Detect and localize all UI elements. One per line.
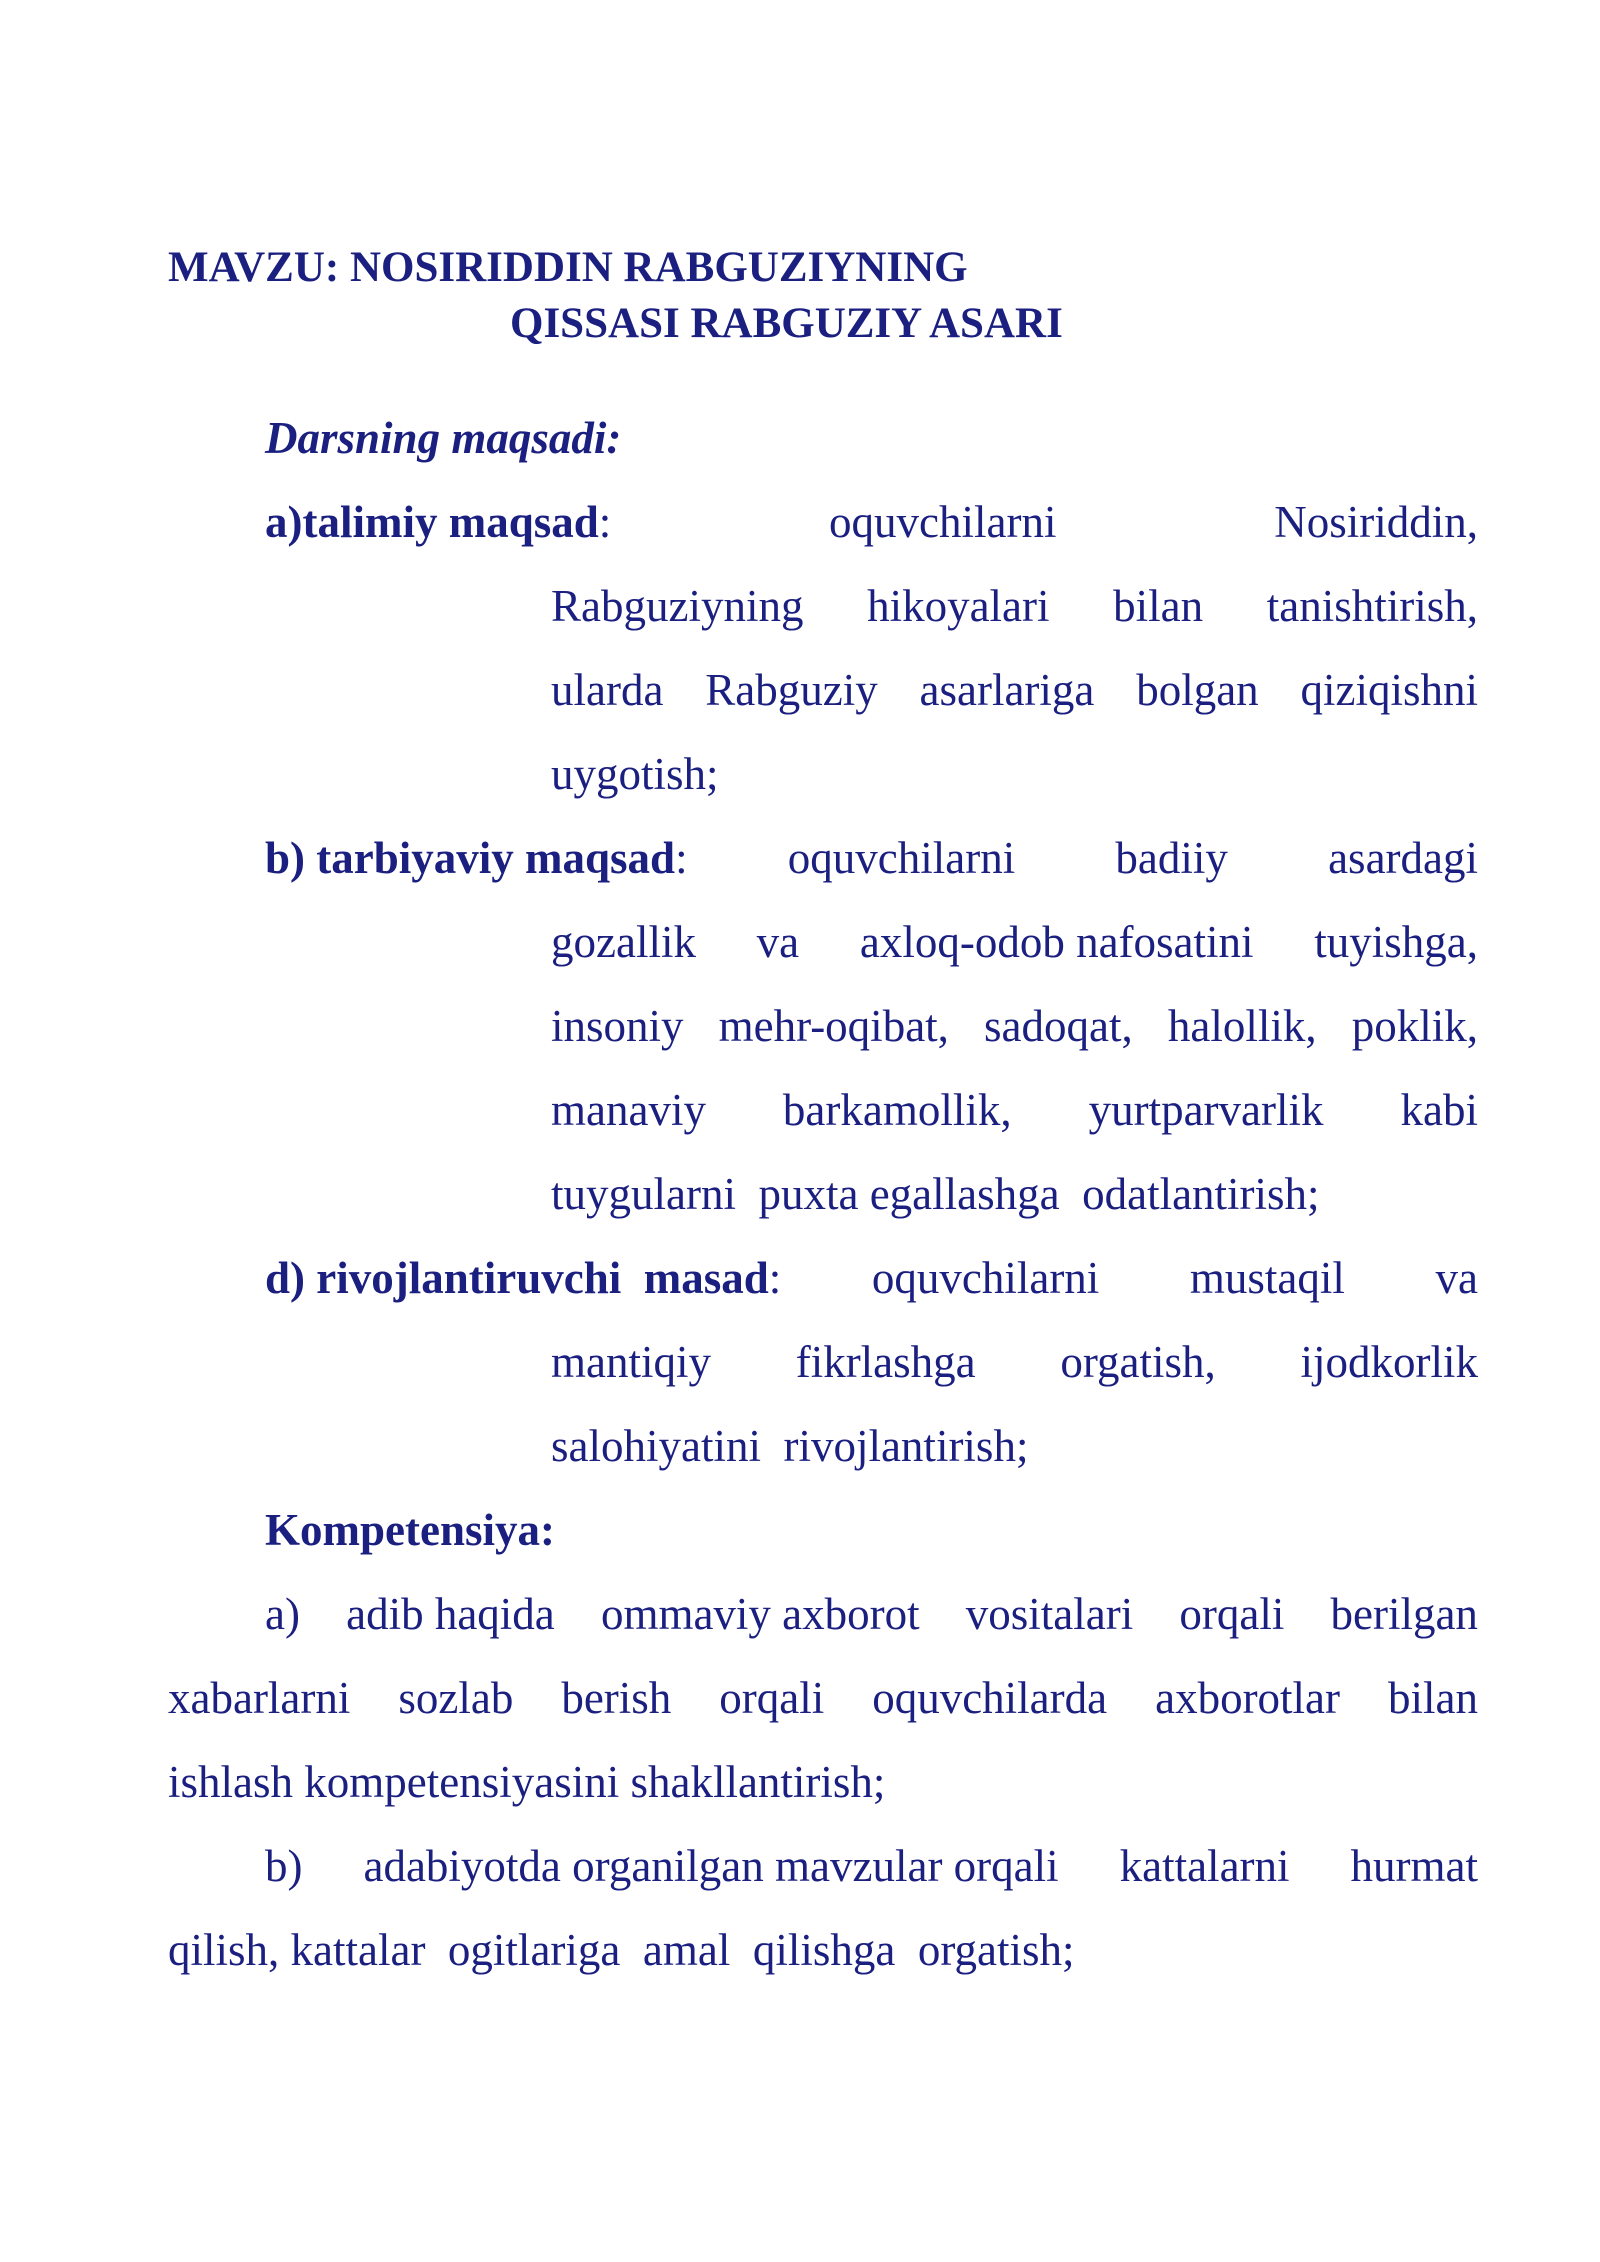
goal-a-label: a)talimiy maqsad (265, 497, 599, 547)
word: xabarlarni (168, 1673, 351, 1723)
goal-a-line (551, 576, 1478, 636)
competence-b-line-2: qilish, kattalar ogitlariga amal qilishga orgatish; (168, 1925, 1075, 1975)
goal-d-word: oquvchilarni (871, 1253, 1100, 1303)
word: sadoqat, (984, 1001, 1133, 1051)
competence-a-line-2 (168, 1668, 1478, 1728)
word: asarlariga (919, 665, 1095, 715)
goal-b-last-line: tuygularni puxta egallashga odatlantirish; (551, 1169, 1320, 1219)
word: tuyishga, (1314, 917, 1478, 967)
word: poklik, (1351, 1001, 1478, 1051)
word: kabi (1400, 1085, 1478, 1135)
word: ularda (551, 665, 664, 715)
word: mantiqiy (551, 1337, 711, 1387)
word: hikoyalari (867, 581, 1050, 631)
goal-b-first-line (265, 828, 1478, 888)
word: insoniy (551, 1001, 684, 1051)
goal-a-label-group (265, 492, 611, 552)
word: ijodkorlik (1300, 1337, 1478, 1387)
goal-b-label-group (265, 828, 688, 888)
word: orgatish, (1060, 1337, 1216, 1387)
word: axborotlar (1155, 1673, 1341, 1723)
word: bilan (1387, 1673, 1478, 1723)
word: qiziqishni (1300, 665, 1478, 715)
word: berish (561, 1673, 672, 1723)
goal-d-label-group (265, 1248, 781, 1308)
goal-b-word: badiiy (1115, 833, 1228, 883)
goal-b-line (551, 996, 1478, 1056)
goal-b-label: b) tarbiyaviy maqsad (265, 833, 676, 883)
page-title-line-1: MAVZU: NOSIRIDDIN RABGUZIYNING (168, 244, 968, 291)
word: halollik, (1167, 1001, 1317, 1051)
goal-b-word: oquvchilarni (787, 833, 1016, 883)
page-title-line-2: QISSASI RABGUZIY ASARI (510, 300, 1063, 347)
word: orqali (1179, 1589, 1285, 1639)
word: Rabguziy (705, 665, 878, 715)
goal-d-line (551, 1332, 1478, 1392)
word: adib haqida (346, 1589, 555, 1639)
competence-b-line-1 (265, 1836, 1478, 1896)
word: axloq-odob nafosatini (859, 917, 1254, 967)
word: ommaviy axborot (600, 1589, 920, 1639)
goal-a-line (551, 660, 1478, 720)
goal-b-word: asardagi (1328, 833, 1478, 883)
word: gozallik (551, 917, 696, 967)
word: adabiyotda organilgan mavzular orqali (363, 1841, 1059, 1891)
goals-heading: Darsning maqsadi: (265, 413, 622, 463)
goal-a-word: oquvchilarni (829, 497, 1057, 547)
goal-b-line (551, 912, 1478, 972)
word: kattalarni (1119, 1841, 1290, 1891)
word: a) (265, 1589, 300, 1639)
word: vositalari (965, 1589, 1134, 1639)
goal-d-first-line (265, 1248, 1478, 1308)
goal-a-word: Nosiriddin, (1274, 497, 1478, 547)
goal-a-last-line: uygotish; (551, 749, 719, 799)
competence-heading: Kompetensiya: (265, 1505, 555, 1555)
goal-d-label: d) rivojlantiruvchi masad (265, 1253, 769, 1303)
word: va (756, 917, 800, 967)
goal-b-colon: : (675, 833, 688, 883)
word: sozlab (398, 1673, 514, 1723)
goal-a-first-line (265, 492, 1478, 552)
goal-d-word: va (1435, 1253, 1478, 1303)
word: bilan (1113, 581, 1204, 631)
word: barkamollik, (782, 1085, 1012, 1135)
goal-b-line (551, 1080, 1478, 1140)
word: fikrlashga (795, 1337, 976, 1387)
word: b) (265, 1841, 303, 1891)
goal-d-last-line: salohiyatini rivojlantirish; (551, 1421, 1029, 1471)
word: hurmat (1350, 1841, 1478, 1891)
word: bolgan (1136, 665, 1259, 715)
competence-a-line-1 (265, 1584, 1478, 1644)
word: Rabguziyning (551, 581, 804, 631)
word: mehr-oqibat, (718, 1001, 949, 1051)
goal-d-colon: : (768, 1253, 782, 1303)
competence-a-line-3: ishlash kompetensiyasini shakllantirish; (168, 1757, 886, 1807)
goal-a-colon: : (598, 497, 612, 547)
goal-d-word: mustaqil (1189, 1253, 1345, 1303)
word: manaviy (551, 1085, 706, 1135)
word: oquvchilarda (872, 1673, 1108, 1723)
word: berilgan (1330, 1589, 1478, 1639)
word: tanishtirish, (1266, 581, 1478, 631)
word: yurtparvarlik (1088, 1085, 1324, 1135)
word: orqali (719, 1673, 825, 1723)
